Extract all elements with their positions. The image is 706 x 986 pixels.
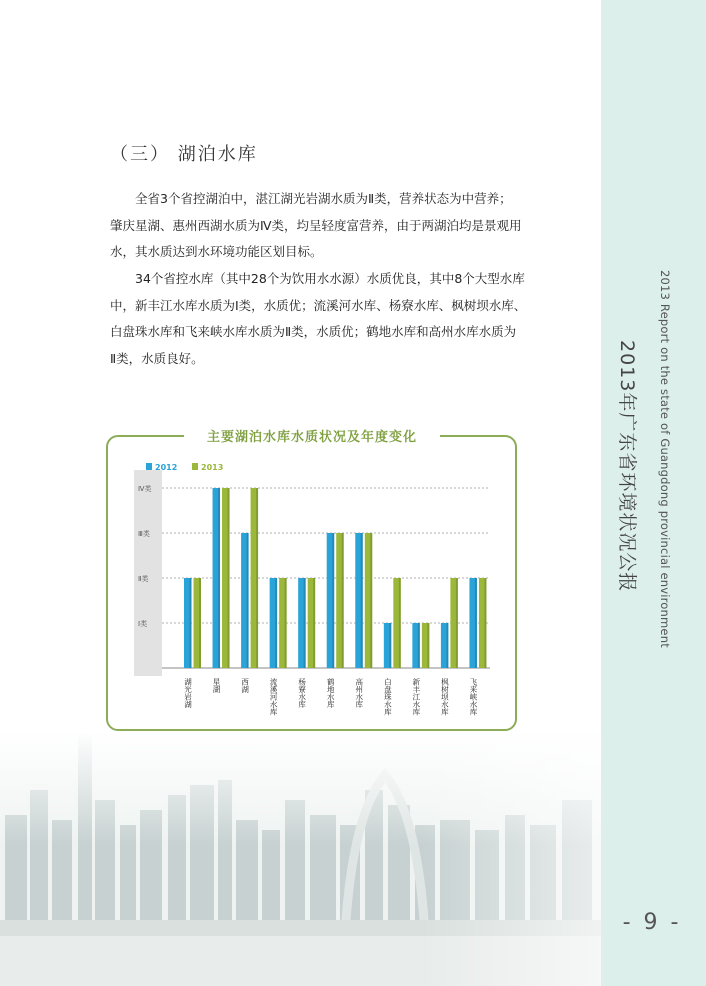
- y-axis-strip: [134, 470, 162, 676]
- paragraph-line: 白盘珠水库和飞来峡水库水质为Ⅱ类，水质优；鹤地水库和高州水库水质为: [110, 324, 517, 339]
- bar-shade: [218, 488, 220, 668]
- paragraph-line: 中，新丰江水库水质为Ⅰ类，水质优；流溪河水库、杨寮水库、枫树坝水库、: [110, 297, 527, 313]
- bar-shade: [370, 533, 372, 668]
- category-label: 飞来峡水库: [468, 678, 478, 716]
- sidebar-chinese-text: 2013年广东省环境状况公报: [616, 340, 638, 593]
- bar-shade: [399, 578, 401, 668]
- bar-shade: [418, 623, 420, 668]
- sidebar-english-title: [658, 270, 674, 650]
- page-number: - 9 -: [622, 910, 682, 935]
- bar-shade: [199, 578, 201, 668]
- paragraph-lakes: [110, 186, 552, 266]
- category-label: 杨寮水库: [297, 678, 307, 708]
- section-heading: （三） 湖泊水库: [110, 144, 258, 165]
- chart-title: 主要湖泊水库水质状况及年度变化: [206, 430, 417, 445]
- category-label: 湖光岩湖: [183, 678, 193, 708]
- category-label: 新丰江水库: [411, 678, 421, 716]
- bar-shade: [427, 623, 429, 668]
- bar-shade: [247, 533, 249, 668]
- category-label: 星湖: [212, 678, 222, 693]
- city-skyline-image: [0, 730, 601, 986]
- y-tick-label: Ⅱ类: [138, 575, 149, 583]
- bar-shade: [475, 578, 477, 668]
- category-label: 鹤地水库: [326, 678, 336, 708]
- category-label: 白盘珠水库: [383, 678, 393, 716]
- paragraph-reservoirs: [110, 266, 552, 372]
- category-label: 高州水库: [354, 678, 364, 708]
- bar-shade: [190, 578, 192, 668]
- bar-shade: [285, 578, 287, 668]
- bar-shade: [228, 488, 230, 668]
- bar-shade: [342, 533, 344, 668]
- paragraph-line: 34个省控水库（其中28个为饮用水水源）水质优良，其中8个大型水库: [135, 271, 525, 286]
- legend-swatch: [192, 463, 198, 470]
- bar-shade: [256, 488, 258, 668]
- paragraph-line: 全省3个省控湖泊中，湛江湖光岩湖水质为Ⅱ类，营养状态为中营养；: [135, 191, 512, 206]
- bar-shade: [456, 578, 458, 668]
- sidebar-english-text: 2013 Report on the state of Guangdong provincial environment: [658, 270, 672, 648]
- paragraph-line: Ⅱ类，水质良好。: [110, 350, 204, 366]
- paragraph-line: 肇庆星湖、惠州西湖水质为Ⅳ类，均呈轻度富营养，由于两湖泊均是景观用: [110, 217, 522, 233]
- bar-shade: [446, 623, 448, 668]
- y-tick-label: Ⅲ类: [138, 530, 150, 538]
- legend-swatch: [146, 463, 152, 470]
- bar-shade: [361, 533, 363, 668]
- bar-shade: [484, 578, 486, 668]
- sidebar-chinese-title: [618, 340, 644, 600]
- bar-shade: [313, 578, 315, 668]
- y-tick-label: Ⅰ类: [138, 620, 148, 628]
- bar-shade: [304, 578, 306, 668]
- bar-shade: [332, 533, 334, 668]
- y-tick-label: Ⅳ类: [138, 485, 152, 493]
- bar-shade: [275, 578, 277, 668]
- water-quality-bar-chart: [110, 450, 510, 725]
- legend-label: 2012: [155, 463, 178, 472]
- category-label: 西湖: [240, 678, 250, 693]
- category-label: 流溪河水库: [269, 678, 279, 716]
- bar-shade: [389, 623, 391, 668]
- category-label: 枫树坝水库: [440, 678, 450, 716]
- legend-label: 2013: [201, 463, 224, 472]
- paragraph-line: 水，其水质达到水环境功能区划目标。: [110, 244, 323, 259]
